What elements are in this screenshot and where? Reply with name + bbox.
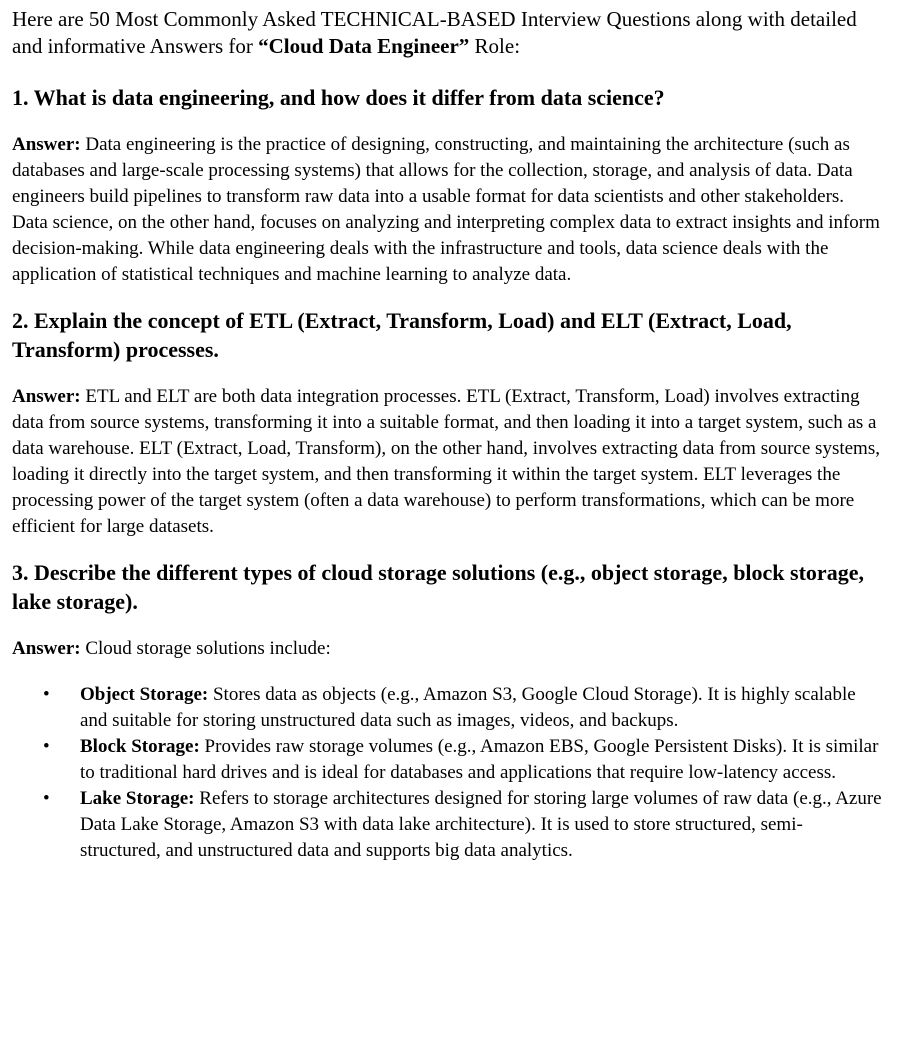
answer-3-text: Cloud storage solutions include: (80, 638, 331, 659)
answer-1 (12, 132, 882, 288)
bullet-icon: • (43, 736, 50, 757)
list-item-text: Refers to storage architectures designed for storing large volumes of raw data (e.g., Azure Data Lake Storage, Amazon S3 with data lake architecture). It is used to store structured, semi-structured, and unstructured data and supports big data analytics. (80, 788, 882, 861)
answer-2 (12, 384, 882, 540)
storage-types-list (12, 682, 882, 864)
answer-1-text: Data engineering is the practice of designing, constructing, and maintaining the architecture (such as databases and large-scale processing systems) that allows for the collection, storage, and analysis of data. Data engineers build pipelines to transform raw data into a usable format for data scientists and other stakeholders. Data science, on the other hand, focuses on analyzing and interpreting complex data to extract insights and inform decision-making. While data engineering deals with the infrastructure and tools, data science deals with the application of statistical techniques and machine learning to analyze data. (12, 134, 880, 285)
answer-3 (12, 636, 882, 662)
intro-suffix: Role: (469, 34, 521, 58)
intro-prefix: Here are 50 Most Commonly Asked TECHNICAL-BASED Interview Questions along with detailed and informative Answers for (12, 7, 857, 58)
intro-paragraph (12, 6, 882, 60)
bullet-icon: • (43, 788, 50, 809)
list-item-text: Stores data as objects (e.g., Amazon S3, Google Cloud Storage). It is highly scalable and suitable for storing unstructured data such as images, videos, and backups. (80, 684, 856, 731)
answer-label: Answer: (12, 638, 81, 659)
answer-2-text: ETL and ELT are both data integration processes. ETL (Extract, Transform, Load) involves extracting data from source systems, transforming it into a suitable format, and then loading it into a target system, such as a data warehouse. ELT (Extract, Load, Transform), on the other hand, involves extracting data from source systems, loading it directly into the target system, and then transforming it within the target system. ELT leverages the processing power of the target system (often a data warehouse) to perform transformations, which can be more efficient for large datasets. (12, 386, 880, 537)
list-item-term: Object Storage: (80, 684, 209, 705)
list-item-term: Block Storage: (80, 736, 200, 757)
bullet-icon: • (43, 684, 50, 705)
question-2-heading: 2. Explain the concept of ETL (Extract, Transform, Load) and ELT (Extract, Load, Transform) processes. (12, 308, 792, 362)
question-1-heading: 1. What is data engineering, and how does it differ from data science? (12, 85, 665, 110)
role-name: “Cloud Data Engineer” (258, 34, 470, 58)
list-item-text: Provides raw storage volumes (e.g., Amazon EBS, Google Persistent Disks). It is similar to traditional hard drives and is ideal for databases and applications that require low-latency access. (80, 736, 879, 783)
list-item-term: Lake Storage: (80, 788, 195, 809)
list-item (12, 786, 882, 864)
answer-label: Answer: (12, 134, 81, 155)
question-3-heading: 3. Describe the different types of cloud storage solutions (e.g., object storage, block storage, lake storage). (12, 560, 864, 614)
list-item (12, 734, 882, 786)
list-item (12, 682, 882, 734)
answer-label: Answer: (12, 386, 81, 407)
